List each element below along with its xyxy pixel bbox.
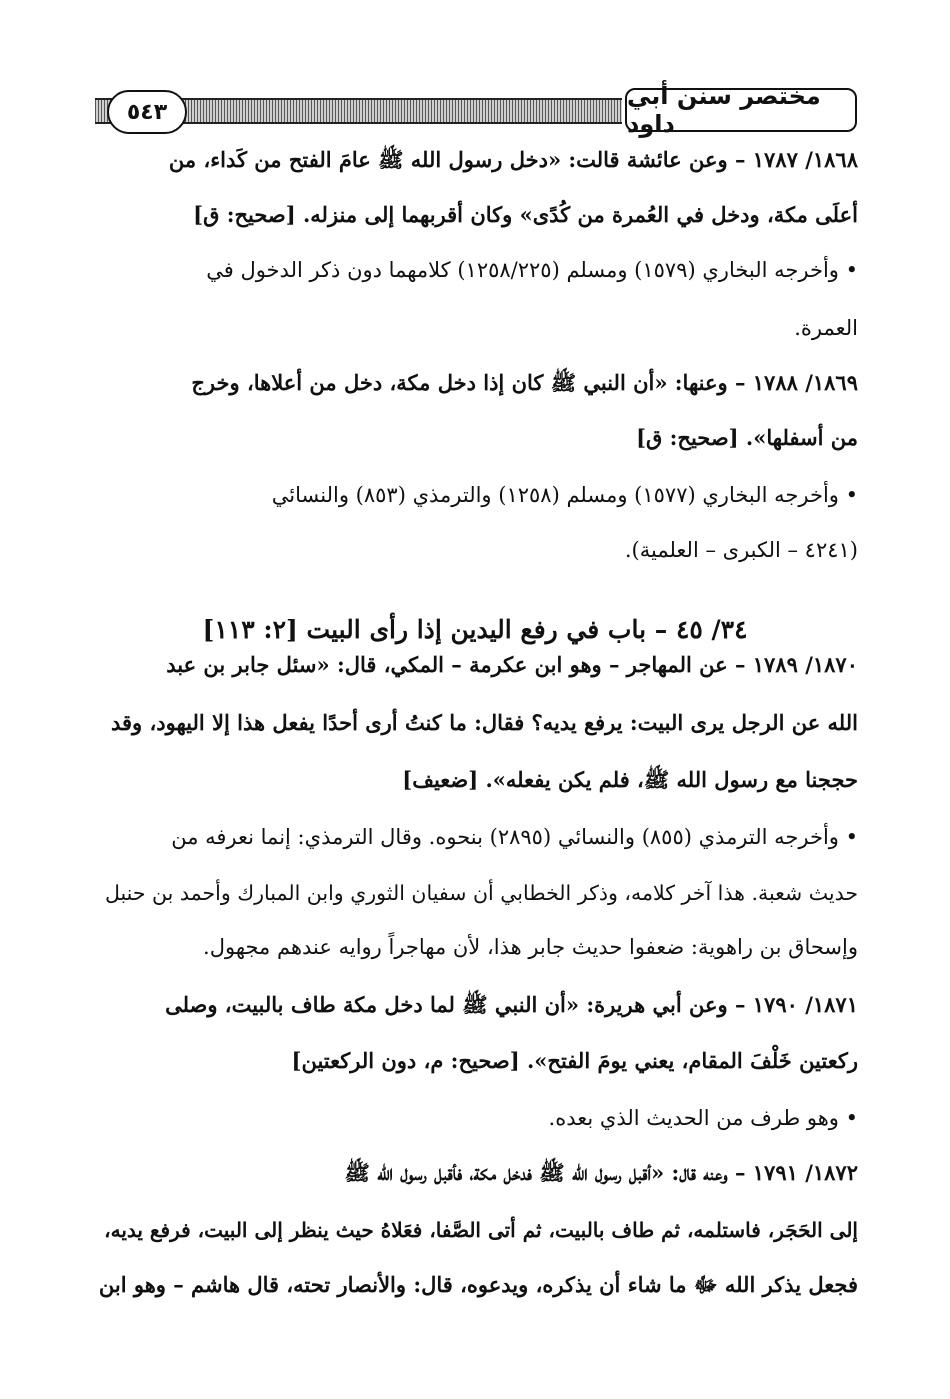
hadith-1871-line-1: ١٨٧١/ ١٧٩٠ – وعن أبي هريرة: «أن النبي ﷺ لما دخل مكة طاف بالبيت، وصلى bbox=[165, 992, 858, 1017]
page-header bbox=[95, 82, 857, 138]
commentary-1870-line-1: • وأخرجه الترمذي (٨٥٥) والنسائي (٢٨٩٥) بنحوه. وقال الترمذي: إنما نعرفه من bbox=[171, 825, 858, 849]
page-number: ٥٤٣ bbox=[107, 90, 187, 134]
hadith-1870-line-3: حججنا مع رسول الله ﷺ، فلم يكن يفعله». [ضعيف] bbox=[402, 767, 858, 792]
commentary-1868-line-1: • وأخرجه البخاري (١٥٧٩) ومسلم (١٢٥٨/٢٢٥) كلامهما دون ذكر الدخول في bbox=[206, 258, 858, 282]
commentary-1869-line-2: (٤٢٤١ – الكبرى – العلمية). bbox=[624, 538, 858, 562]
hadith-1871-line-2: ركعتين خَلْفَ المقام، يعني يومَ الفتح». [صحيح: م، دون الركعتين] bbox=[291, 1048, 858, 1073]
hadith-1868-line-2: أعلَى مكة، ودخل في العُمرة من كُدًى» وكان أقربهما إلى منزله. [صحيح: ق] bbox=[193, 202, 858, 227]
commentary-1871: • وهو طرف من الحديث الذي بعده. bbox=[548, 1106, 858, 1130]
commentary-1869-line-1: • وأخرجه البخاري (١٥٧٧) ومسلم (١٢٥٨) والترمذي (٨٥٣) والنسائي bbox=[271, 483, 858, 507]
hadith-1872-line-2: إلى الحَجَر، فاستلمه، ثم طاف بالبيت، ثم أتى الصَّفا، فعَلاهُ حيث ينظر إلى البيت، فرفع يديه، bbox=[104, 1218, 858, 1242]
hadith-1868-line-1: ١٨٦٨/ ١٧٨٧ – وعن عائشة قالت: «دخل رسول الله ﷺ عامَ الفتح من كَداء، من bbox=[168, 147, 858, 172]
hadith-1872-line-3: فجعل يذكر الله ﷻ ما شاء أن يذكره، ويدعوه، قال: والأنصار تحته، قال هاشم – وهو ابن bbox=[98, 1272, 858, 1297]
book-title: مختصر سنن أبي داود bbox=[625, 88, 857, 132]
commentary-1870-line-3: وإسحاق بن راهوية: ضعفوا حديث جابر هذا، لأن مهاجراً روايه عندهم مجهول. bbox=[203, 935, 858, 959]
hadith-1872-line-1: ١٨٧٢/ ١٧٩١ – وعنه قال: «أقبل رسول الله ﷺ فدخل مكة، فأقبل رسول الله ﷺ bbox=[344, 1160, 858, 1185]
commentary-1868-line-2: العمرة. bbox=[794, 316, 858, 340]
chapter-heading: ٣٤/ ٤٥ – باب في رفع اليدين إذا رأى البيت [٢: ١١٣] bbox=[202, 615, 748, 644]
hadith-1870-line-2: الله عن الرجل يرى البيت: يرفع يديه؟ فقال: ما كنتُ أرى أحدًا يفعل هذا إلا اليهود، وقد bbox=[111, 710, 858, 735]
hadith-1869-line-1: ١٨٦٩/ ١٧٨٨ – وعنها: «أن النبي ﷺ كان إذا دخل مكة، دخل من أعلاها، وخرج bbox=[191, 370, 858, 395]
hadith-1869-line-2: من أسفلها». [صحيح: ق] bbox=[636, 425, 858, 450]
hadith-1870-line-1: ١٨٧٠/ ١٧٨٩ – عن المهاجر – وهو ابن عكرمة – المكي، قال: «سئل جابر بن عبد bbox=[166, 652, 858, 677]
commentary-1870-line-2: حديث شعبة. هذا آخر كلامه، وذكر الخطابي أن سفيان الثوري وابن المبارك وأحمد بن حنبل bbox=[104, 881, 858, 905]
